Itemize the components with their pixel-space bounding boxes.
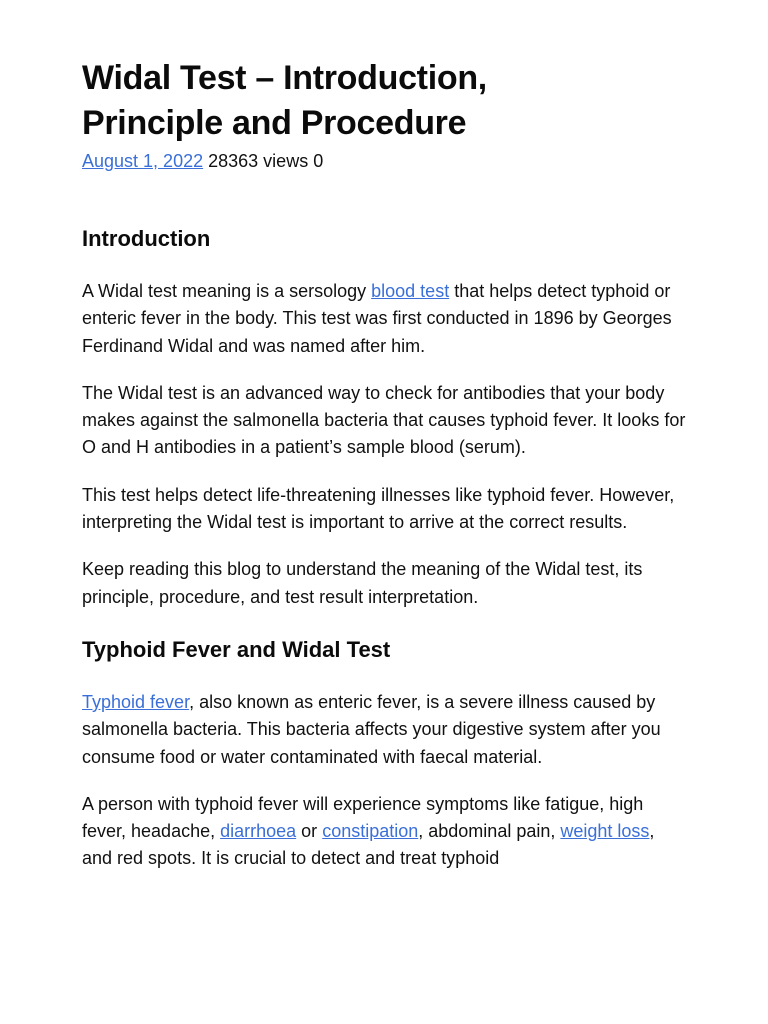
article-date-link[interactable]: August 1, 2022 xyxy=(82,151,204,171)
article-meta xyxy=(82,149,686,173)
intro-p1-text-b: that helps detect typhoid or enteric fever in the body. This test was first conducted in 1896 by Georges Ferdinand Widal and was named after him. xyxy=(82,281,672,356)
intro-paragraph-1 xyxy=(82,278,686,360)
typhoid-paragraph-1 xyxy=(82,689,686,771)
typhoid-p2-text-a: A person with typhoid fever will experience symptoms like fatigue, high fever, headache, xyxy=(82,793,644,842)
comment-count: 0 xyxy=(313,151,324,171)
typhoid-fever-link[interactable]: Typhoid fever xyxy=(82,691,190,712)
article-title-line-2: Principle and Procedure xyxy=(82,104,467,142)
intro-paragraph-3: This test helps detect life-threatening illnesses like typhoid fever. However, interpreting the Widal test is important to arrive at the correct results. xyxy=(82,484,675,533)
typhoid-p2-text-d: , and red spots. It is crucial to detect and treat typhoid xyxy=(82,821,655,869)
section-heading-introduction: Introduction xyxy=(82,226,211,251)
intro-paragraph-2: The Widal test is an advanced way to check for antibodies that your body makes against the salmonella bacteria that causes typhoid fever. It looks for O and H antibodies in a patient’s sample blood (serum). xyxy=(82,382,686,458)
view-count: 28363 views xyxy=(208,151,309,171)
intro-paragraph-4: Keep reading this blog to understand the meaning of the Widal test, its principle, procedure, and test result interpretation. xyxy=(82,559,643,607)
constipation-link[interactable]: constipation xyxy=(322,821,419,842)
typhoid-p2-text-b: or xyxy=(296,821,323,842)
typhoid-p1-text: , also known as enteric fever, is a severe illness caused by salmonella bacteria. This bacteria affects your digestive system after you consume food or water contaminated with faecal material. xyxy=(82,691,661,767)
blood-test-link[interactable]: blood test xyxy=(371,281,450,301)
article-title-line-1: Widal Test – Introduction, xyxy=(82,59,487,97)
typhoid-paragraph-2 xyxy=(82,791,686,873)
typhoid-p2-text-c: , abdominal pain, xyxy=(418,821,561,842)
weight-loss-link[interactable]: weight loss xyxy=(560,821,650,842)
article-title xyxy=(82,56,686,146)
intro-p1-text-a: A Widal test meaning is a sersology xyxy=(82,281,372,301)
diarrhoea-link[interactable]: diarrhoea xyxy=(220,821,297,842)
section-heading-typhoid: Typhoid Fever and Widal Test xyxy=(82,636,391,662)
